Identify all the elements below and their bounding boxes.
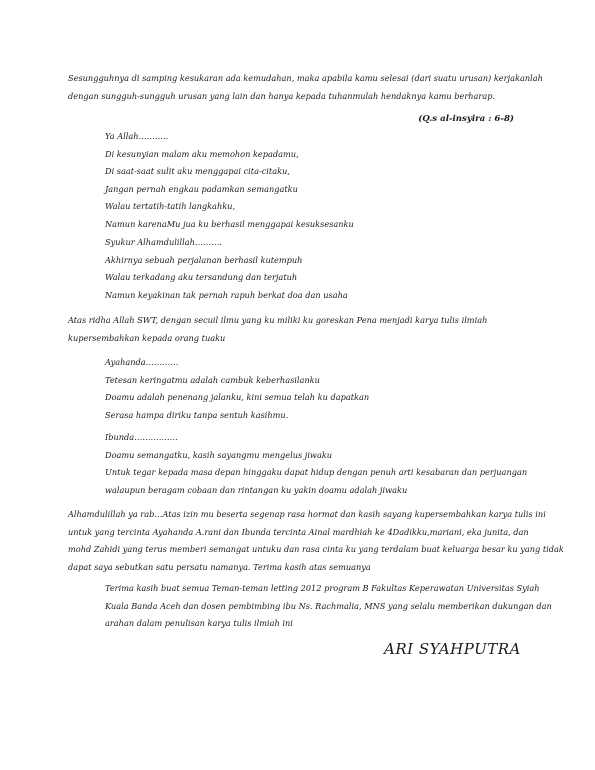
- intro-line: dengan sungguh-sungguh urusan yang lain dan hanya kepada tuhanmulah hendaknya kamu berharap.: [68, 90, 496, 101]
- intro-paragraph: [68, 70, 543, 105]
- poem-line: Serasa hampa diriku tanpa sentuh kasihmu.: [105, 409, 289, 420]
- poem-ibunda: [105, 429, 527, 499]
- poem-line: Akhirnya sebuah perjalanan berhasil kutempuh: [105, 254, 303, 265]
- poem-line: Jangan pernah engkau padamkan semangatku: [105, 183, 298, 194]
- poem-line: Namun karenaMu jua ku berhasil menggapai kesuksesanku: [105, 218, 354, 229]
- intro-line: Sesungguhnya di samping kesukaran ada kemudahan, maka apabila kamu selesai (dari suatu urusan) kerjakanlah: [68, 73, 543, 83]
- poem-line: Ayahanda…………: [105, 357, 179, 367]
- poem-line: Untuk tegar kepada masa depan hinggaku dapat hidup dengan penuh arti kesabaran dan perjuangan: [105, 467, 528, 477]
- dedication-paragraph: [68, 312, 487, 347]
- poem-line: Walau tertatih-tatih langkahku,: [105, 201, 236, 211]
- poem-line: Ya Allah………..: [105, 131, 169, 141]
- poem-syukur: [105, 234, 348, 304]
- gratitude-line: dapat saya sebutkan satu persatu namanya. Terima kasih atas semuanya: [68, 561, 371, 572]
- thanks-line: Terima kasih buat semua Teman-teman letting 2012 program B Fakultas Keperawatan Universitas Syiah: [105, 583, 540, 593]
- thanks-line: arahan dalam penulisan karya tulis ilmiah ini: [105, 618, 293, 628]
- poem-line: walaupun beragam cobaan dan rintangan ku yakin doamu adalah jiwaku: [105, 484, 408, 495]
- poem-ayahanda: [105, 354, 369, 424]
- poem-line: Ibunda…………….: [105, 432, 178, 442]
- author-signature: ARI SYAHPUTRA: [384, 640, 521, 658]
- gratitude-line: Alhamdulillah ya rab…Atas izin mu beserta segenap rasa hormat dan kasih sayang kupersembahkan karya tulis ini: [68, 509, 546, 519]
- poem-line: Walau terkadang aku tersandung dan terjatuh: [105, 272, 298, 282]
- poem-line: Tetesan keringatmu adalah cambuk keberhasilanku: [105, 374, 320, 385]
- poem-line: Syukur Alhamdulillah……….: [105, 237, 223, 247]
- gratitude-paragraph: [68, 506, 564, 576]
- dedication-line: kupersembahkan kepada orang tuaku: [68, 332, 226, 343]
- thanks-paragraph: [105, 580, 552, 633]
- poem-line: Doamu adalah penenang jalanku, kini semua telah ku dapatkan: [105, 392, 370, 402]
- gratitude-line: mohd Zahidi yang terus memberi semangat untuku dan rasa cinta ku yang terdalam buat keluarga besar ku yang tidak: [68, 544, 564, 554]
- quran-reference: (Q.s al-insyira : 6-8): [418, 114, 514, 124]
- poem-line: Di saat-saat sulit aku menggapai cita-citaku,: [105, 166, 290, 176]
- poem-line: Doamu semangatku, kasih sayangmu mengelus jiwaku: [105, 449, 333, 460]
- gratitude-line: untuk yang tercinta Ayahanda A.rani dan Ibunda tercinta Ainal mardhiah ke 4Dadikku,mariani, eka junita, dan: [68, 526, 529, 537]
- dedication-line: Atas ridha Allah SWT, dengan secuil ilmu yang ku miliki ku goreskan Pena menjadi karya tulis ilmiah: [68, 315, 488, 325]
- poem-line: Di kesunyian malam aku memohon kepadamu,: [105, 148, 299, 159]
- thanks-line: Kuala Banda Aceh dan dosen pembimbing ibu Ns. Rachmalia, MNS yang selalu memberikan dukungan dan: [105, 600, 552, 611]
- poem-ya-allah: [105, 128, 354, 233]
- poem-line: Namun keyakinan tak pernah rapuh berkat doa dan usaha: [105, 289, 348, 300]
